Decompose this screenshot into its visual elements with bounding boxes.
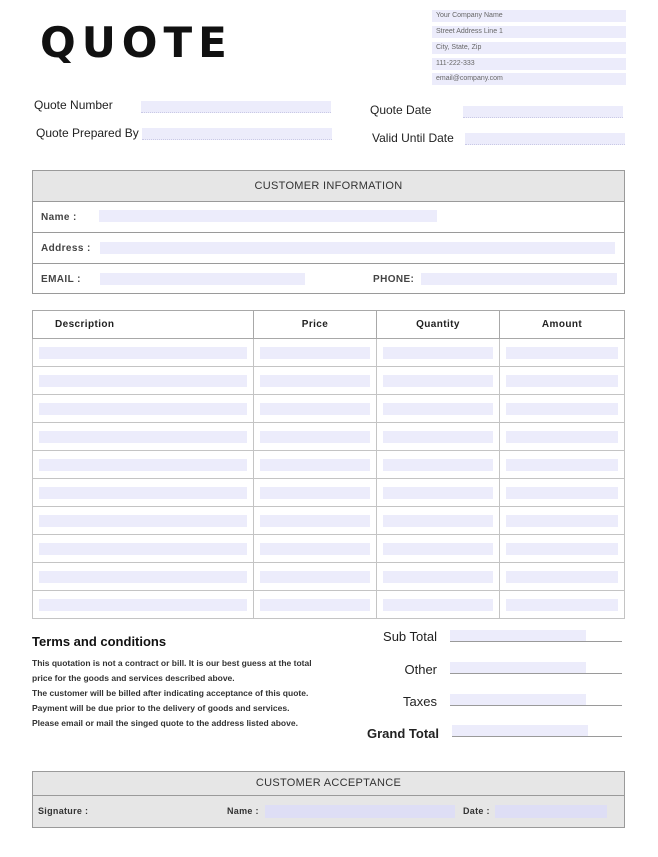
price-input-fill[interactable] [260,571,370,583]
price-input-fill[interactable] [260,431,370,443]
customer-address-field[interactable] [100,242,615,254]
cell-quantity[interactable] [377,339,500,367]
cell-description[interactable] [33,563,254,591]
quantity-input-fill[interactable] [383,599,493,611]
acceptance-name-label: Name : [227,806,259,816]
table-row [33,535,625,563]
cell-quantity[interactable] [377,479,500,507]
cell-quantity[interactable] [377,563,500,591]
document-title: QUOTE [40,18,233,67]
quantity-input-fill[interactable] [383,571,493,583]
description-input-fill[interactable] [39,487,247,499]
customer-information-header: CUSTOMER INFORMATION [33,171,624,202]
customer-name-row [33,202,624,233]
price-input-fill[interactable] [260,347,370,359]
customer-contact-row [33,264,624,295]
company-name-field[interactable]: Your Company Name [432,10,626,22]
amount-input-fill[interactable] [506,515,618,527]
acceptance-date-label: Date : [463,806,490,816]
terms-line: Please email or mail the singed quote to the address listed above. [32,718,298,728]
price-input-fill[interactable] [260,599,370,611]
cell-price[interactable] [254,423,377,451]
taxes-label: Taxes [403,694,437,709]
table-row [33,507,625,535]
cell-quantity[interactable] [377,535,500,563]
amount-input-fill[interactable] [506,571,618,583]
company-email-field[interactable]: email@company.com [432,73,626,85]
cell-price[interactable] [254,451,377,479]
quantity-input-fill[interactable] [383,543,493,555]
amount-input-fill[interactable] [506,487,618,499]
customer-email-label: EMAIL : [41,274,81,285]
cell-price[interactable] [254,339,377,367]
valid-until-field[interactable] [465,133,625,145]
customer-email-field[interactable] [100,273,305,285]
amount-input-fill[interactable] [506,375,618,387]
cell-amount[interactable] [500,507,625,535]
cell-description[interactable] [33,535,254,563]
acceptance-name-field[interactable] [265,805,455,818]
cell-quantity[interactable] [377,367,500,395]
amount-input-fill[interactable] [506,347,618,359]
terms-line: This quotation is not a contract or bill. It is our best guess at the total [32,658,312,668]
table-row [33,563,625,591]
cell-quantity[interactable] [377,451,500,479]
customer-name-label: Name : [41,212,77,223]
acceptance-date-field[interactable] [495,805,607,818]
price-input-fill[interactable] [260,543,370,555]
signature-label: Signature : [38,806,89,816]
cell-description[interactable] [33,423,254,451]
column-header-price: Price [254,311,377,339]
description-input-fill[interactable] [39,431,247,443]
cell-amount[interactable] [500,367,625,395]
quote-date-label: Quote Date [370,103,432,117]
cell-amount[interactable] [500,535,625,563]
subtotal-field[interactable] [450,630,622,642]
cell-quantity[interactable] [377,395,500,423]
cell-amount[interactable] [500,339,625,367]
table-row [33,395,625,423]
table-header-row [33,311,625,339]
customer-address-row [33,233,624,264]
table-row [33,451,625,479]
table-row [33,591,625,619]
cell-price[interactable] [254,479,377,507]
customer-acceptance-section [32,771,625,828]
valid-until-label: Valid Until Date [372,131,454,145]
line-items-table [32,310,625,619]
cell-amount[interactable] [500,451,625,479]
quantity-input-fill[interactable] [383,347,493,359]
other-field[interactable] [450,662,622,674]
price-input-fill[interactable] [260,375,370,387]
amount-input-fill[interactable] [506,403,618,415]
grand-total-label: Grand Total [367,726,439,741]
description-input-fill[interactable] [39,571,247,583]
cell-description[interactable] [33,395,254,423]
column-header-description: Description [33,311,254,339]
cell-price[interactable] [254,507,377,535]
customer-address-label: Address : [41,243,91,254]
prepared-by-field[interactable] [142,128,332,140]
cell-description[interactable] [33,451,254,479]
customer-information-section [32,170,625,294]
description-input-fill[interactable] [39,459,247,471]
cell-price[interactable] [254,535,377,563]
company-city-field[interactable]: City, State, Zip [432,42,626,54]
cell-description[interactable] [33,339,254,367]
terms-body [32,656,342,731]
cell-quantity[interactable] [377,507,500,535]
grand-total-field[interactable] [452,725,622,737]
quantity-input-fill[interactable] [383,403,493,415]
table-row [33,423,625,451]
quantity-input-fill[interactable] [383,431,493,443]
cell-price[interactable] [254,367,377,395]
terms-line: price for the goods and services described above. [32,673,235,683]
column-header-quantity: Quantity [377,311,500,339]
quantity-input-fill[interactable] [383,459,493,471]
description-input-fill[interactable] [39,515,247,527]
amount-input-fill[interactable] [506,599,618,611]
terms-title: Terms and conditions [32,634,167,649]
cell-price[interactable] [254,591,377,619]
customer-phone-field[interactable] [421,273,617,285]
description-input-fill[interactable] [39,375,247,387]
taxes-field[interactable] [450,694,622,706]
table-row [33,339,625,367]
column-header-amount: Amount [500,311,625,339]
other-label: Other [404,662,437,677]
price-input-fill[interactable] [260,515,370,527]
quote-number-field[interactable] [141,101,331,113]
customer-acceptance-header: CUSTOMER ACCEPTANCE [33,772,624,796]
amount-input-fill[interactable] [506,459,618,471]
amount-input-fill[interactable] [506,543,618,555]
cell-description[interactable] [33,591,254,619]
cell-amount[interactable] [500,591,625,619]
quantity-input-fill[interactable] [383,515,493,527]
cell-price[interactable] [254,563,377,591]
description-input-fill[interactable] [39,403,247,415]
quantity-input-fill[interactable] [383,487,493,499]
quote-number-label: Quote Number [34,98,113,112]
description-input-fill[interactable] [39,599,247,611]
price-input-fill[interactable] [260,403,370,415]
cell-quantity[interactable] [377,591,500,619]
cell-description[interactable] [33,367,254,395]
description-input-fill[interactable] [39,543,247,555]
subtotal-label: Sub Total [383,629,437,644]
quantity-input-fill[interactable] [383,375,493,387]
cell-price[interactable] [254,395,377,423]
cell-amount[interactable] [500,563,625,591]
prepared-by-label: Quote Prepared By [36,126,139,140]
customer-phone-label: PHONE: [373,274,415,285]
cell-quantity[interactable] [377,423,500,451]
amount-input-fill[interactable] [506,431,618,443]
signature-field[interactable] [97,805,221,818]
table-row [33,479,625,507]
quote-date-field[interactable] [463,106,623,118]
cell-amount[interactable] [500,395,625,423]
cell-amount[interactable] [500,479,625,507]
table-row [33,367,625,395]
company-street-field[interactable]: Street Address Line 1 [432,26,626,38]
cell-amount[interactable] [500,423,625,451]
cell-description[interactable] [33,479,254,507]
description-input-fill[interactable] [39,347,247,359]
terms-line: Payment will be due prior to the delivery of goods and services. [32,703,290,713]
terms-line: The customer will be billed after indicating acceptance of this quote. [32,688,309,698]
cell-description[interactable] [33,507,254,535]
customer-name-field[interactable] [99,210,437,222]
price-input-fill[interactable] [260,487,370,499]
company-phone-field[interactable]: 111-222-333 [432,58,626,70]
price-input-fill[interactable] [260,459,370,471]
